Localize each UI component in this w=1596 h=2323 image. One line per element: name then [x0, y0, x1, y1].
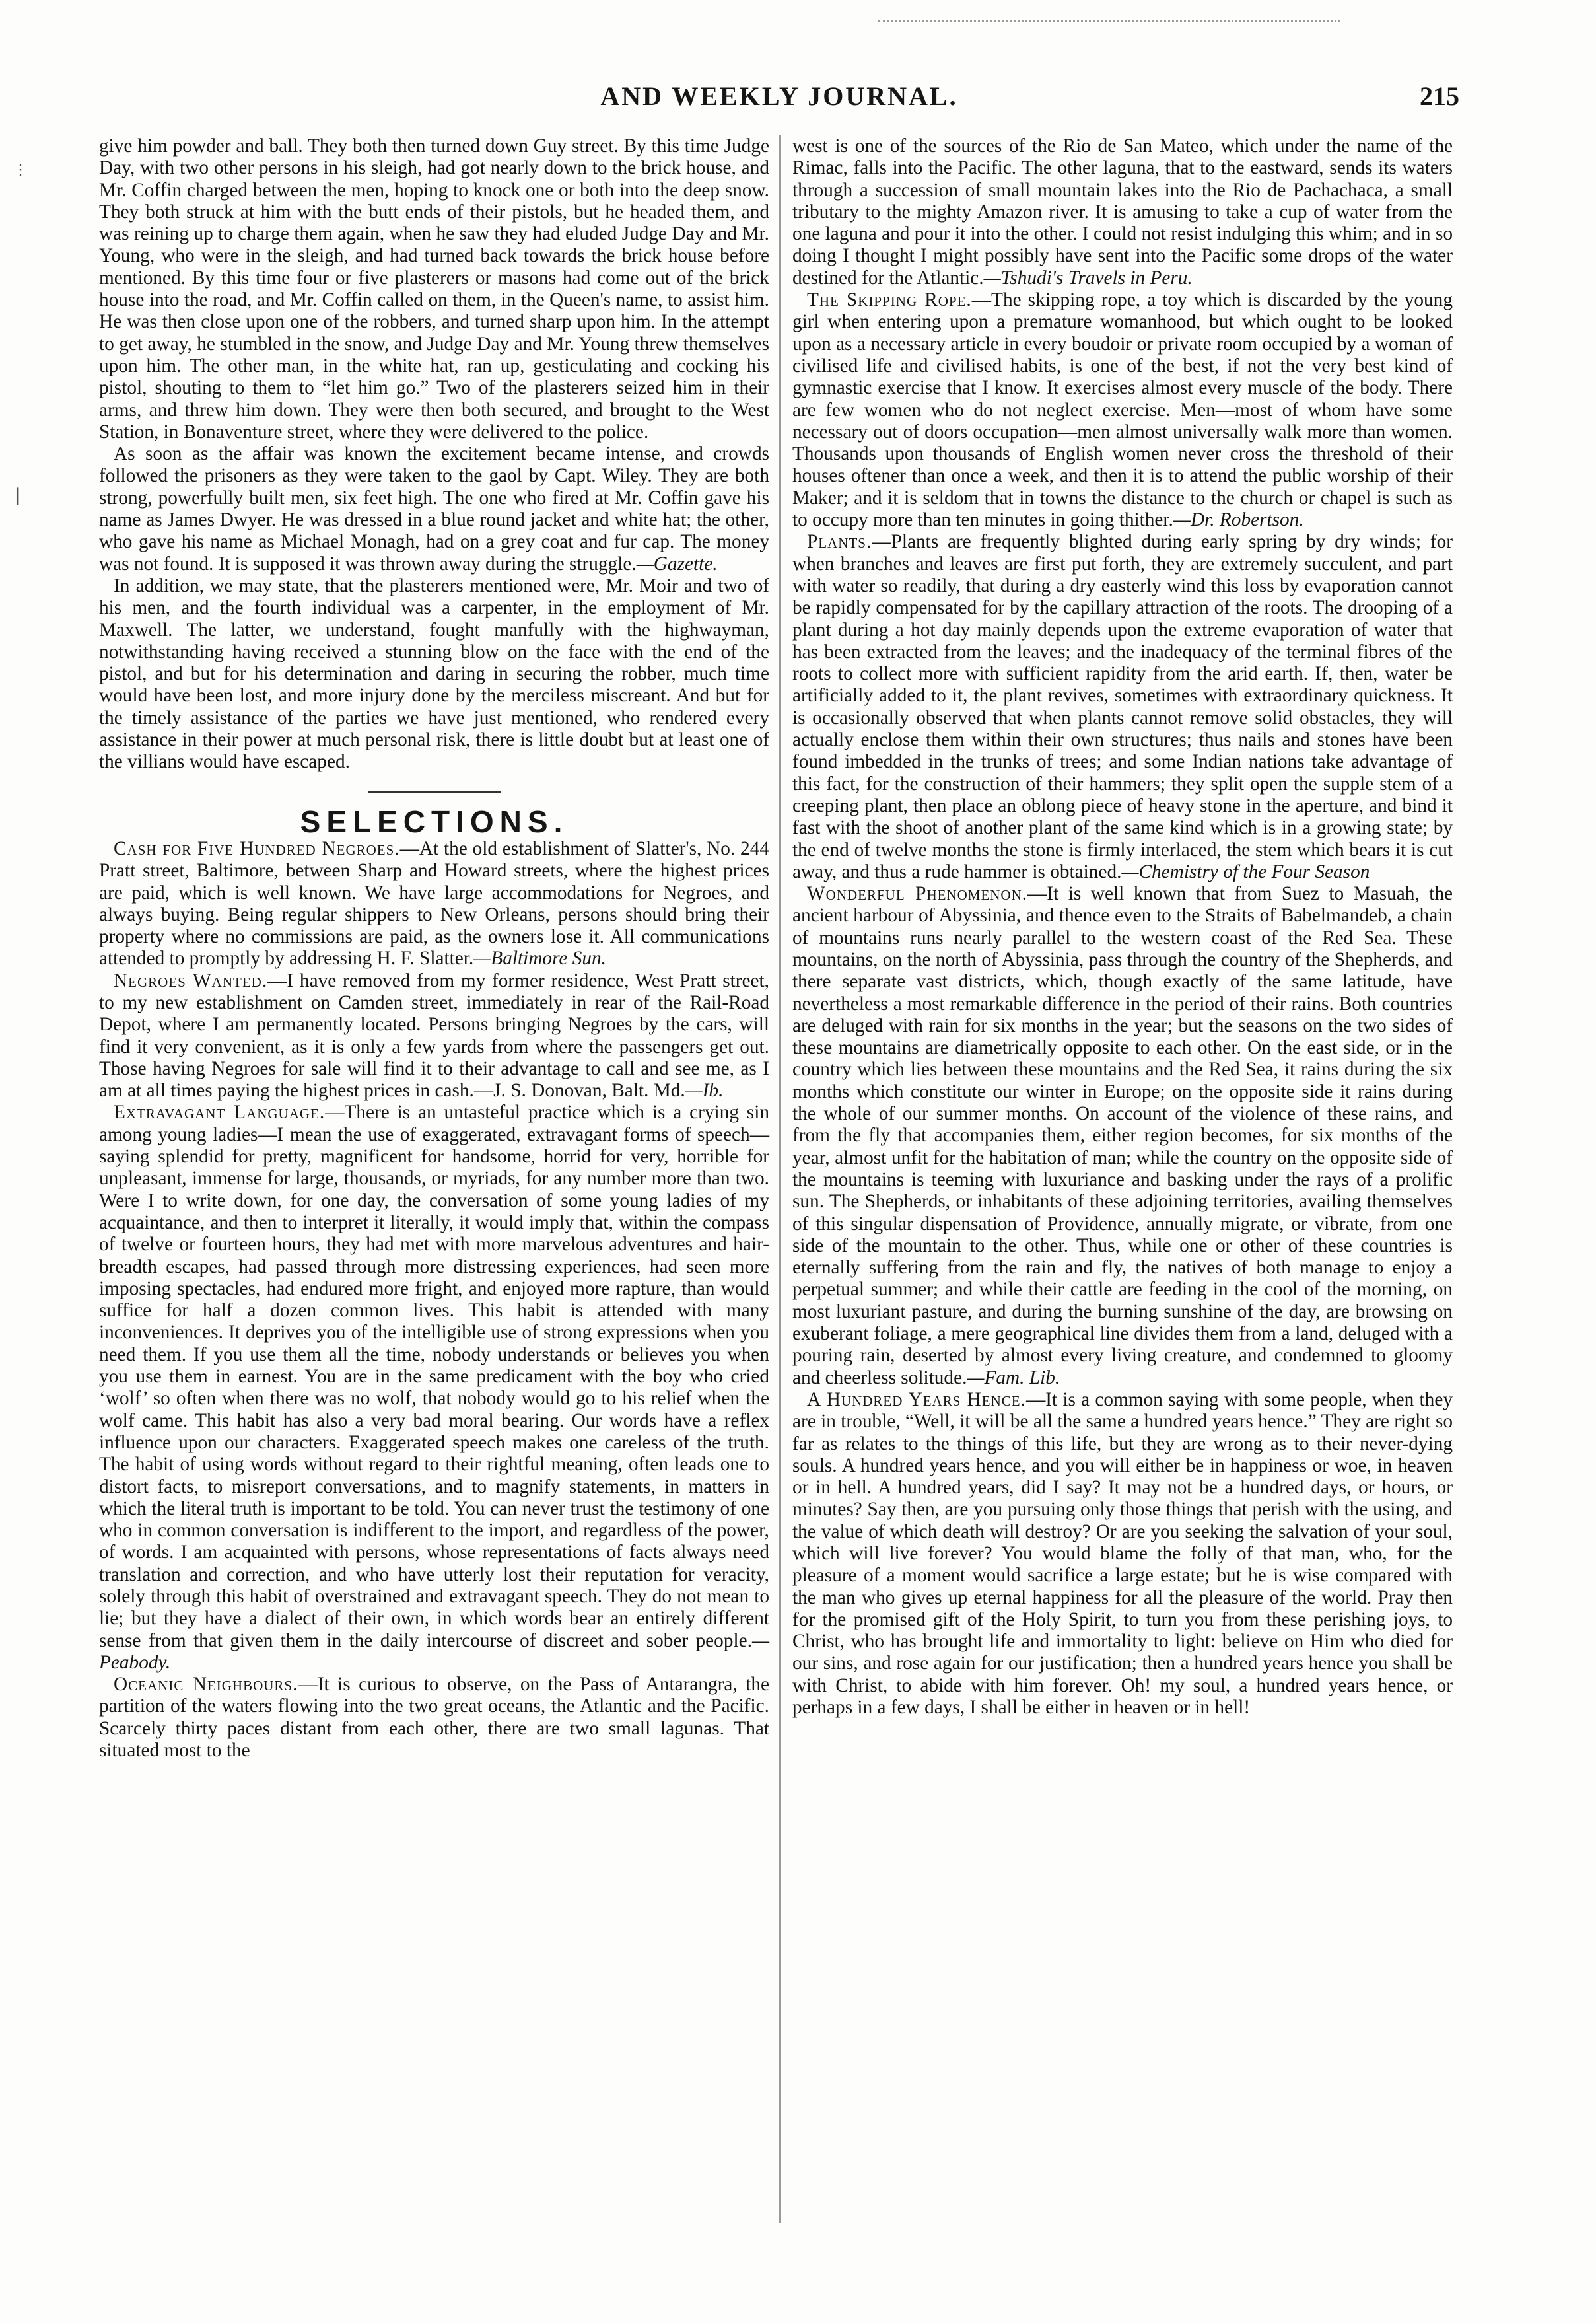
item-heading: A Hundred Years Hence.: [807, 1388, 1026, 1410]
section-heading: SELECTIONS.: [300, 804, 569, 839]
selection-item: Wonderful Phenomenon.—It is well known that from Suez to Masuah, the ancient harbour of Abyssinia, and thence even to the Straits of Babelmandeb, a chain of mountains runs nearly parallel to the western coast of the Red Sea. These mountains, on the north of Abyssinia, pass through the country of the Shepherds, and there separate vast districts, which, though exactly of the same latitude, have nevertheless a most remarkable difference in the period of their rains. Both countries are deluged with rain for six months in the year; but the seasons on the two sides of these mountains are diametrically opposite to each other. On the east side, or in the country which lies between these mountains and the Red Sea, it rains during the six months which constitute our winter in Europe; on the opposite side it rains during the whole of our summer months. On account of the violence of these rains, and from the fly that accompanies them, either region becomes, for six months of the year, almost unfit for the habitation of man; while the country on the opposite side of the mountains is teeming with luxuriance and basking under the rays of a prolific sun. The Shepherds, or inhabitants of these adjoining territories, availing themselves of this singular dispensation of Providence, annually migrate, or vibrate, from one side of the mountain to the other. Thus, while one or other of these countries is eternally suffering from the rain and fly, the natives of both manage to enjoy a perpetual summer; and while their cattle are feeding in the cool of the morning, on most luxuriant pasture, and during the burning sunshine of the day, are browsing on exuberant foliage, a mere geographical line divides them from a land, deluged with a pouring rain, deserted by almost every living creature, and condemned to gloomy and cheerless solitude.—Fam. Lib.: [792, 883, 1453, 1388]
item-heading: Wonderful Phenomenon.: [807, 883, 1028, 905]
section-divider: [368, 791, 501, 793]
right-column: [792, 135, 1453, 1719]
item-heading: Extravagant Language.: [114, 1102, 326, 1124]
article-paragraph: give him powder and ball. They both then turned down Guy street. By this time Judge Day, with two other persons in his sleigh, had got nearly down to the brick house, and Mr. Coffin charged between the men, hoping to knock one or both into the deep snow. They both struck at him with the butt ends of their pistols, but he headed them, and was reining up to charge them again, when he saw they had eluded Judge Day and Mr. Young, who were in the sleigh, and had turned back towards the brick house before mentioned. By this time four or five plasterers or masons had come out of the brick house into the road, and Mr. Coffin called on them, in the Queen's name, to assist him. He was then close upon one of the robbers, and turned sharp upon him. In the attempt to get away, he stumbled in the snow, and Judge Day and Mr. Young threw themselves upon him. The other man, in the white hat, ran up, gesticulating and cocking his pistol, shouting to them to “let him go.” Two of the plasterers seized him in their arms, and threw him down. They were then both secured, and brought to the West Station, in Bonaventure street, where they were delivered to the police.: [99, 135, 769, 443]
margin-mark: ┃: [13, 489, 22, 506]
page-number: 215: [1420, 81, 1459, 111]
selection-item: west is one of the sources of the Rio de San Mateo, which under the name of the Rimac, falls into the Pacific. The other laguna, that to the eastward, sends its waters through a succession of small mountain lakes into the Rio de Pachachaca, a small tributary to the mighty Amazon river. It is amusing to take a cup of water from the one laguna and pour it into the other. I could not resist indulging this whim; and in so doing I thought I might possibly have sent into the Pacific some drops of the water destined for the Atlantic.—Tshudi's Travels in Peru.: [792, 135, 1453, 289]
left-column: [99, 135, 769, 1762]
item-heading: The Skipping Rope.: [807, 289, 972, 311]
selection-item: Cash for Five Hundred Negroes.—At the old establishment of Slatter's, No. 244 Pratt street, Baltimore, between Sharp and Howard streets, where the highest prices are paid, which is well known. We have large accommodations for Negroes, and always buying. Being regular shippers to New Orleans, persons should bring their property where no commissions are paid, as the owners lose it. All communications attended to promptly by addressing H. F. Slatter.—Baltimore Sun.: [99, 838, 769, 970]
article-paragraph: As soon as the affair was known the excitement became intense, and crowds followed the prisoners as they were taken to the gaol by Capt. Wiley. They are both strong, powerfully built men, six feet high. The one who fired at Mr. Coffin gave his name as James Dwyer. He was dressed in a blue round jacket and white hat; the other, who gave his name as Michael Monagh, had on a grey coat and fur cap. The money was not found. It is supposed it was thrown away during the struggle.—Gazette.: [99, 443, 769, 575]
page-header: [99, 81, 1459, 133]
item-heading: Oceanic Neighbours.: [114, 1674, 298, 1696]
item-heading: Negroes Wanted.: [114, 970, 268, 991]
top-edge-marks: [878, 20, 1340, 26]
item-heading: Cash for Five Hundred Negroes.: [114, 838, 400, 859]
column-rule: [779, 135, 781, 2223]
selection-item: The Skipping Rope.—The skipping rope, a toy which is discarded by the young girl when entering upon a premature womanhood, but which ought to be looked upon as a necessary article in every boudoir or private room occupied by a woman of civilised life and civilised habits, is one of the best, if not the very best kind of gymnastic exercise that I know. It exercises almost every muscle of the body. There are few women who do not neglect exercise. Men—most of whom have some necessary out of doors occupation—men almost universally walk more than women. Thousands upon thousands of English women never cross the threshold of their houses oftener than once a week, and then it is to attend the public worship of their Maker; and it is seldom that in towns the distance to the church or chapel is such as to occupy more than ten minutes in going thither.—Dr. Robertson.: [792, 289, 1453, 531]
selection-item: Extravagant Language.—There is an untasteful practice which is a crying sin among young ladies—I mean the use of exaggerated, extravagant forms of speech—saying splendid for pretty, magnificent for handsome, horrid for very, horrible for unpleasant, immense for large, thousands, or myriads, for any number more than two. Were I to write down, for one day, the conversation of some young ladies of my acquaintance, and then to interpret it literally, it would imply that, within the compass of twelve or fourteen hours, they had met with more marvelous adventures and hair-breadth escapes, had passed through more distressing experiences, had seen more imposing spectacles, had endured more fright, and enjoyed more rapture, than would suffice for half a dozen common lives. This habit is attended with many inconveniences. It deprives you of the intelligible use of strong expressions when you need them. If you use them all the time, nobody understands or believes you when you use them in earnest. You are in the same predicament with the boy who cried ‘wolf’ so often when there was no wolf, that nobody would go to his relief when the wolf came. This habit has also a very bad moral bearing. Our words have a reflex influence upon our characters. Exaggerated speech makes one careless of the truth. The habit of using words without regard to their rightful meaning, often leads one to distort facts, to misreport conversations, and to magnify statements, in matters in which the literal truth is important to be told. You can never trust the testimony of one who in common conversation is indifferent to the import, and regardless of the power, of words. I am acquainted with persons, whose representations of facts always need translation and correction, and who have utterly lost their reputation for veracity, solely through this habit of overstrained and extravagant speech. They do not mean to lie; but they have a dialect of their own, in which words bear an entirely different sense from that given them in the daily intercourse of discreet and sober people.—Peabody.: [99, 1102, 770, 1673]
selection-item: Negroes Wanted.—I have removed from my former residence, West Pratt street, to my new establishment on Camden street, immediately in rear of the Rail-Road Depot, where I am permanently located. Persons bringing Negroes by the cars, will find it very convenient, as it is only a few yards from where the passengers get out. Those having Negroes for sale will find it to their advantage to call and see me, as I am at all times paying the highest prices in cash.—J. S. Donovan, Balt. Md.—Ib.: [99, 970, 769, 1102]
selection-item: Oceanic Neighbours.—It is curious to observe, on the Pass of Antarangra, the partition of the waters flowing into the two great oceans, the Atlantic and the Pacific. Scarcely thirty paces distant from each other, there are two small lagunas. That situated most to the: [99, 1674, 769, 1762]
journal-title: AND WEEKLY JOURNAL.: [600, 81, 958, 111]
selection-item: A Hundred Years Hence.—It is a common saying with some people, when they are in trouble, “Well, it will be all the same a hundred years hence.” They are right so far as relates to the things of this life, but they are wrong as to their never-dying souls. A hundred years hence, and you will either be in happiness or woe, in heaven or in hell. A hundred years, did I say? It may not be a hundred days, or hours, or minutes? Say then, are you pursuing only those things that perish with the using, and the value of which death will destroy? Or are you seeking the salvation of your soul, which will live forever? You would blame the folly of that man, who, for the pleasure of a moment would sacrifice a large estate; but he is wise compared with the man who gives up eternal happiness for all the pleasure of the world. Pray then for the promised gift of the Holy Spirit, to turn you from these perishing joys, to Christ, who has brought life and immortality to light: believe on Him who died for our sins, and rose again for our justification; then a hundred years hence you shall be with Christ, to abide with him forever. Oh! my soul, a hundred years hence, or perhaps in a few days, I shall be either in heaven or in hell!: [792, 1388, 1453, 1719]
margin-mark: ⋮: [13, 162, 28, 179]
item-heading: Plants.: [807, 531, 872, 553]
article-paragraph: In addition, we may state, that the plasterers mentioned were, Mr. Moir and two of his men, and the fourth individual was a carpenter, in the employment of Mr. Maxwell. The latter, we understand, fought manfully with the highwayman, notwithstanding having received a stunning blow on the face with the end of the pistol, and but for his determination and daring in securing the robber, much time would have been lost, and more injury done by the merciless miscreant. And but for the timely assistance of the parties we have just mentioned, who rendered every assistance in their power at much personal risk, there is little doubt but at least one of the villians would have escaped.: [99, 575, 769, 773]
selection-item: Plants.—Plants are frequently blighted during early spring by dry winds; for when branches and leaves are first put forth, they are extremely succulent, and part with water so readily, that during a dry easterly wind this loss by evaporation cannot be rapidly compensated for by the capillary attraction of the roots. The drooping of a plant during a hot day mainly depends upon the extreme evaporation of water that has been extracted from the leaves; and the inadequacy of the terminal fibres of the roots to collect more with sufficient rapidity from the arid earth. If, then, water be artificially added to it, the plant revives, sometimes with extraordinary quickness. It is occasionally observed that when plants cannot remove solid obstacles, they will actually enclose them within their own structures; thus nails and stones have been found imbedded in the trunks of trees; and some Indian nations take advantage of this fact, for the construction of their hammers; they split open the supple stem of a creeping plant, then place an oblong piece of heavy stone in the aperture, and bind it fast with the shoot of another plant of the same kind which is in a growing state; by the end of twelve months the stone is firmly interlaced, the stem which bears it is cut away, and thus a rude hammer is obtained.—Chemistry of the Four Season: [792, 531, 1453, 882]
